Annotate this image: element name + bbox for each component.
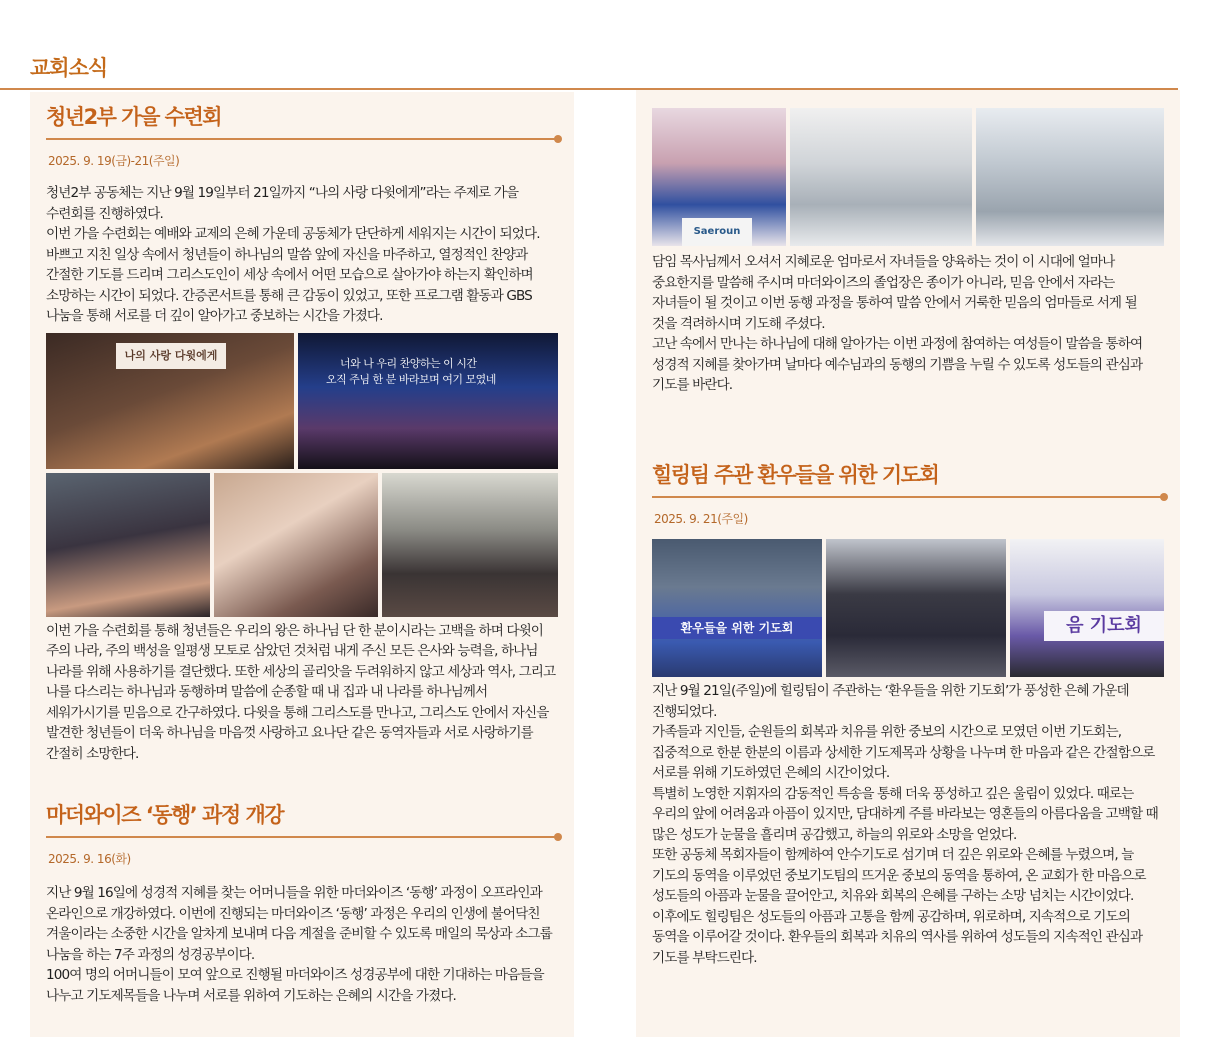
paragraph: 가족들과 지인들, 순원들의 회복과 치유를 위한 중보의 시간으로 모였던 이번 기도회는, 집중적으로 한분 한분의 이름과 상세한 기도제목과 상황을 나누며 한 마음과 같은 간절함으로 서로를 위해 기도하였던 은혜의 시간이었다. <box>652 724 1155 781</box>
photo-row <box>652 539 1164 677</box>
prayer-hall-photo <box>652 539 822 677</box>
photo-banner: 나의 사랑 다윗에게 <box>116 343 226 369</box>
article-youth-retreat <box>46 102 558 764</box>
paragraph: 이번 가을 수련회는 예배와 교제의 은혜 가운데 공동체가 단단하게 세워지는 시간이 되었다. 바쁘고 지친 일상 속에서 청년들이 하나님의 말씀 앞에 자신을 마주하고, 열정적인 찬양과 간절한 기도를 드리며 그리스도인이 세상 속에서 어떤 모습으로 살아가야 하는지 확인하며 소망하는 시간이 되었다. 간증콘서트를 통해 큰 감동이 있었고, 또한 프로그램 활동과 GBS 나눔을 통해 서로를 더 깊이 알아가고 중보하는 시간을 가졌다. <box>46 226 540 324</box>
singer-photo <box>1010 539 1164 677</box>
section-tag: 교회소식 <box>30 56 108 80</box>
paragraph: 담임 목사님께서 오셔서 지혜로운 엄마로서 자녀들을 양육하는 것이 이 시대에 얼마나 중요한지를 말씀해 주시며 마더와이즈의 졸업장은 종이가 아니라, 믿음 안에서 자라는 자녀들이 될 것이고 이번 동행 과정을 통하여 말씀 안에서 거룩한 믿음의 엄마들로 서게 될 것을 격려하시며 기도해 주셨다. <box>652 254 1137 332</box>
article-date: 2025. 9. 19(금)-21(주일) <box>48 154 180 168</box>
praise-photo <box>46 473 210 617</box>
title-rule <box>46 836 558 838</box>
article-motherwise <box>46 800 558 1006</box>
article-body <box>46 621 558 765</box>
paragraph: 100여 명의 어머니들이 모여 앞으로 진행될 마더와이즈 성경공부에 대한 기대하는 마음들을 나누고 기도제목들을 나누며 서로를 위하여 기도하는 은혜의 시간을 가졌다. <box>46 967 544 1004</box>
worship-photo <box>298 333 558 469</box>
audience-photo <box>382 473 558 617</box>
article-body <box>46 883 558 1006</box>
laying-hands-photo <box>826 539 1006 677</box>
article-healing-prayer <box>652 460 1164 968</box>
title-rule <box>46 138 558 140</box>
pastor-photo <box>652 108 786 246</box>
article-motherwise-continued <box>652 108 1164 396</box>
mothers-table-photo <box>790 108 972 246</box>
article-body <box>46 183 558 327</box>
article-body <box>652 252 1164 396</box>
paragraph: 또한 공동체 목회자들이 함께하여 안수기도로 섬기며 더 깊은 위로와 은혜를 누렸으며, 늘 기도의 동역을 이루었던 중보기도팀의 뜨거운 중보의 동역을 통하여, 온 교회가 한 마음으로 성도들의 아픔과 눈물을 끌어안고, 치유와 회복의 은혜를 구하는 소망 넘치는 시간이었다. <box>652 847 1146 904</box>
right-column <box>636 90 1180 1037</box>
hall-photo <box>976 108 1164 246</box>
paragraph: 고난 속에서 만나는 하나님에 대해 알아가는 이번 과정에 참여하는 여성들이 말씀을 통하여 성경적 지혜를 찾아가며 날마다 예수님과의 동행의 기쁨을 누릴 수 있도록 성도들의 관심과 기도를 바란다. <box>652 336 1143 393</box>
article-date: 2025. 9. 21(주일) <box>654 512 748 526</box>
photo-row <box>46 473 558 617</box>
screen-lyric: 오직 주님 한 분 바라보며 여기 모였네 <box>326 372 496 386</box>
photo-row <box>46 333 558 469</box>
paragraph: 지난 9월 16일에 성경적 지혜를 찾는 어머니들을 위한 마더와이즈 ‘동행’ 과정이 오프라인과 온라인으로 개강하였다. 이번에 진행되는 마더와이즈 ‘동행’ 과정은 우리의 인생에 불어닥친 겨울이라는 소중한 시간을 알차게 보내며 다음 계절을 준비할 수 있도록 매일의 묵상과 소그룹 나눔을 하는 7주 과정의 성경공부이다. <box>46 885 552 963</box>
paragraph: 청년2부 공동체는 지난 9월 19일부터 21일까지 “나의 사랑 다윗에게”라는 주제로 가을 수련회를 진행하였다. <box>46 185 519 222</box>
retreat-group-photo <box>46 333 294 469</box>
photo-banner: 환우들을 위한 기도회 <box>652 617 822 639</box>
left-column <box>30 92 574 1037</box>
paragraph: 지난 9월 21일(주일)에 힐링팀이 주관하는 ‘환우들을 위한 기도회’가 풍성한 은혜 가운데 진행되었다. <box>652 683 1129 720</box>
selfie-photo <box>214 473 378 617</box>
paragraph: 특별히 노영한 지휘자의 감동적인 특송을 통해 더욱 풍성하고 깊은 울림이 있었다. 때로는 우리의 앞에 어려움과 아픔이 있지만, 담대하게 주를 바라보는 영혼들의 아름다움을 고백할 때 많은 성도가 눈물을 흘리며 공감했고, 하늘의 위로와 소망을 얻었다. <box>652 785 1158 843</box>
article-title: 힐링팀 주관 환우들을 위한 기도회 <box>652 463 939 487</box>
article-date: 2025. 9. 16(화) <box>48 852 131 866</box>
article-body <box>652 681 1164 968</box>
photo-row <box>652 108 1164 246</box>
podium-sign: Saeroun <box>682 218 752 246</box>
photo-banner: 음 기도회 <box>1044 611 1164 641</box>
article-title: 청년2부 가을 수련회 <box>46 105 222 129</box>
article-title: 마더와이즈 ‘동행’ 과정 개강 <box>46 803 284 827</box>
paragraph: 이후에도 힐링팀은 성도들의 아픔과 고통을 함께 공감하며, 위로하며, 지속적으로 기도의 동역을 이루어갈 것이다. 환우들의 회복과 치유의 역사를 위하여 성도들의 지속적인 관심과 기도를 부탁드린다. <box>652 908 1143 966</box>
title-rule <box>652 496 1164 498</box>
paragraph: 이번 가을 수련회를 통해 청년들은 우리의 왕은 하나님 단 한 분이시라는 고백을 하며 다윗이 주의 나라, 주의 백성을 일평생 모토로 삼았던 것처럼 내게 주신 모든 은사와 능력을, 하나님 나라를 위해 사용하기를 결단했다. 또한 세상의 골리앗을 두려워하지 않고 세상과 역사, 그리고 나를 다스리는 하나님과 동행하며 말씀에 순종할 때 내 집과 내 나라를 하나님께서 세워가시기를 믿음으로 간구하였다. 다윗을 통해 그리스도를 만나고, 그리스도 안에서 자신을 발견한 청년들이 더욱 하나님을 마음껏 사랑하고 요나단 같은 동역자들과 서로 사랑하기를 간절히 소망한다. <box>46 622 556 762</box>
screen-lyric: 너와 나 우리 찬양하는 이 시간 <box>340 356 477 370</box>
